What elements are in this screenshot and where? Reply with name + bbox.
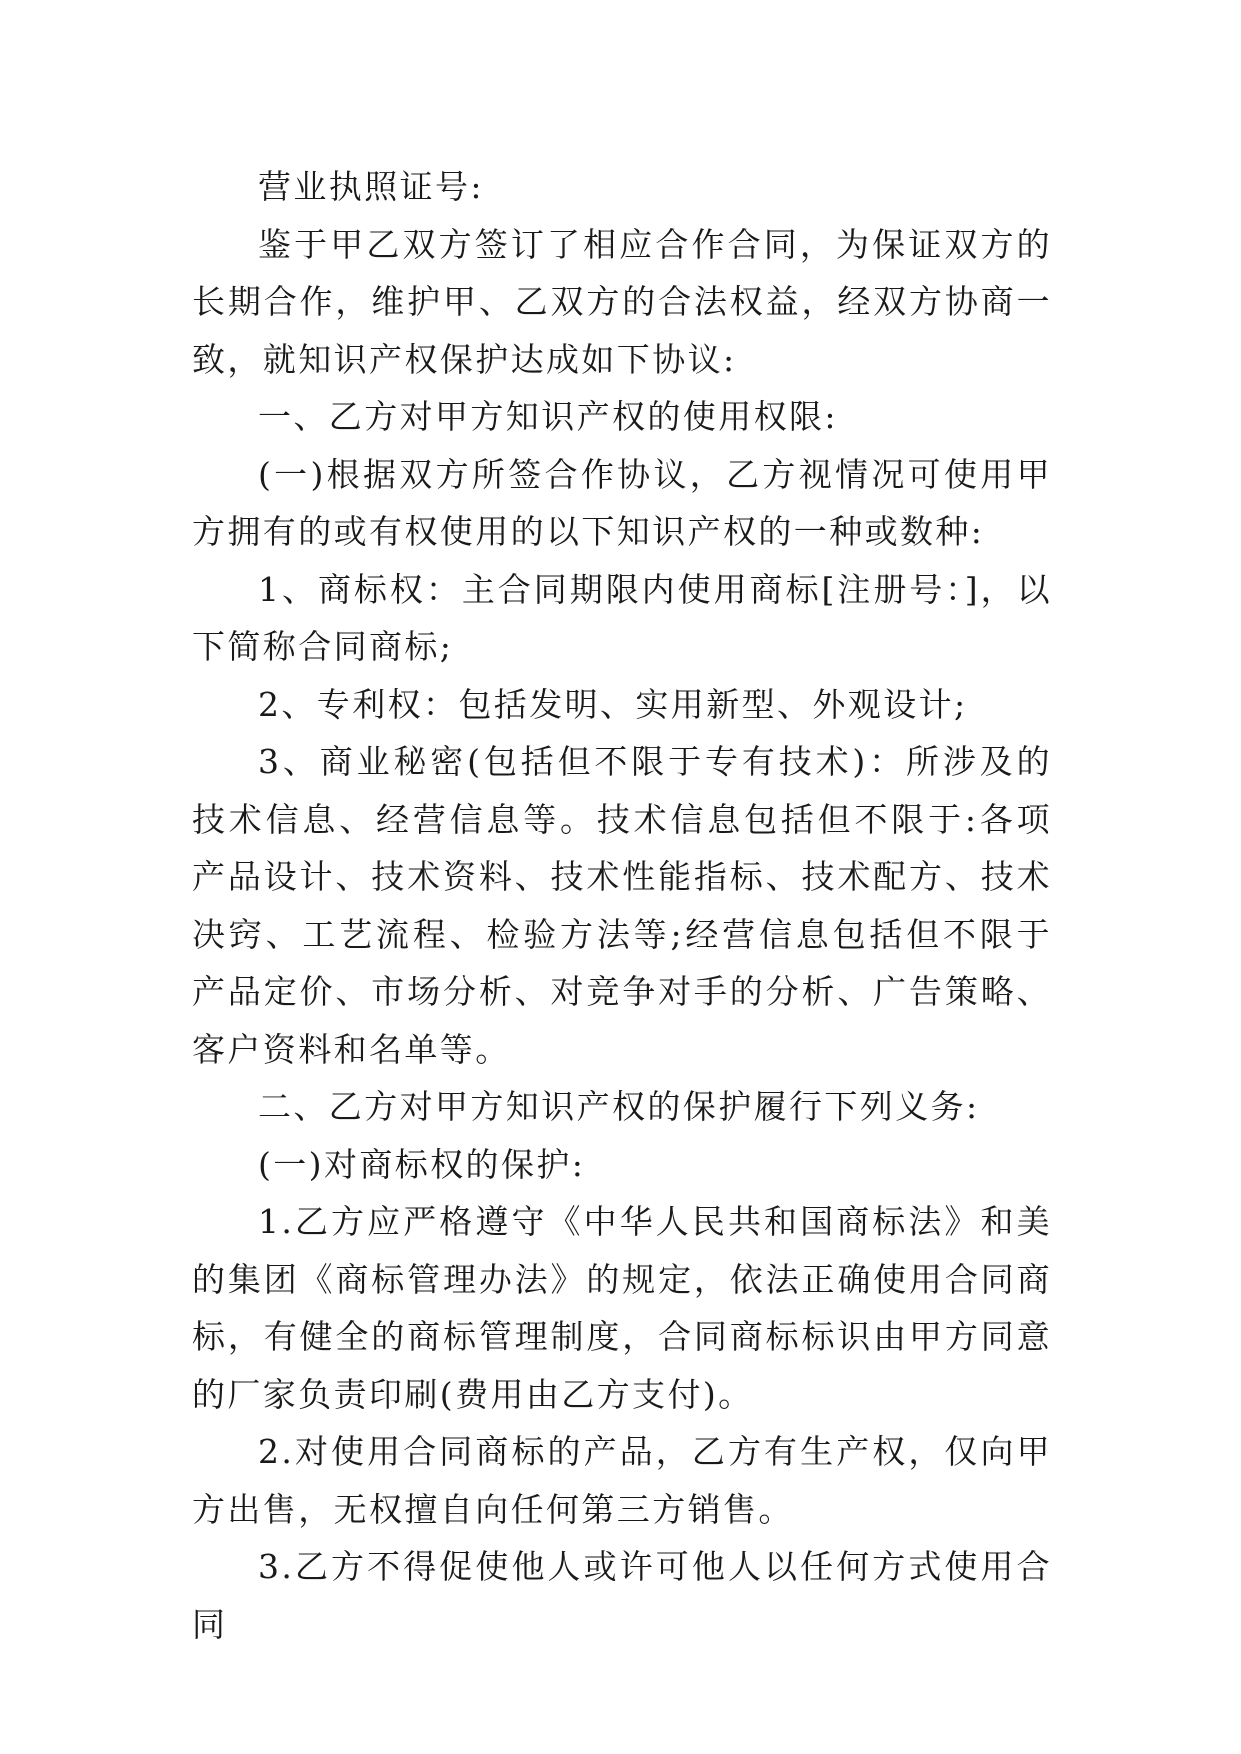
paragraph-obligation-2: 2.对使用合同商标的产品，乙方有生产权，仅向甲方出售，无权擅自向任何第三方销售。 [192, 1432, 1052, 1529]
paragraph-patent-right: 2、专利权：包括发明、实用新型、外观设计; [258, 684, 968, 724]
paragraph-business-license: 营业执照证号: [258, 167, 484, 206]
subsection-heading-trademark-protection: (一)对商标权的保护: [258, 1144, 586, 1184]
paragraph-trade-secret: 3、商业秘密(包括但不限于专有技术)：所涉及的技术信息、经营信息等。技术信息包括但不限于:各项产品设计、技术资料、技术性能指标、技术配方、技术决窍、工艺流程、检验方法等;经营信息包括但不限于产品定价、市场分析、对竞争对手的分析、广告策略、客户资料和名单等。 [192, 742, 1052, 1069]
paragraph-obligation-1: 1.乙方应严格遵守《中华人民共和国商标法》和美的集团《商标管理办法》的规定，依法正确使用合同商标，有健全的商标管理制度，合同商标标识由甲方同意的厂家负责印刷(费用由乙方支付)。 [192, 1202, 1052, 1414]
paragraph-trademark-right: 1、商标权：主合同期限内使用商标[注册号：]，以下简称合同商标; [192, 569, 1052, 666]
paragraph-obligation-3: 3.乙方不得促使他人或许可他人以任何方式使用合同 [192, 1547, 1052, 1644]
document-body [192, 158, 1052, 1653]
section-heading-usage-rights: 一、乙方对甲方知识产权的使用权限: [258, 397, 838, 436]
section-heading-protection-obligations: 二、乙方对甲方知识产权的保护履行下列义务: [258, 1087, 980, 1126]
paragraph-usage-scope: (一)根据双方所签合作协议，乙方视情况可使用甲方拥有的或有权使用的以下知识产权的一种或数种: [192, 454, 1052, 551]
paragraph-preamble: 鉴于甲乙双方签订了相应合作合同，为保证双方的长期合作，维护甲、乙双方的合法权益，经双方协商一致，就知识产权保护达成如下协议: [192, 224, 1052, 379]
